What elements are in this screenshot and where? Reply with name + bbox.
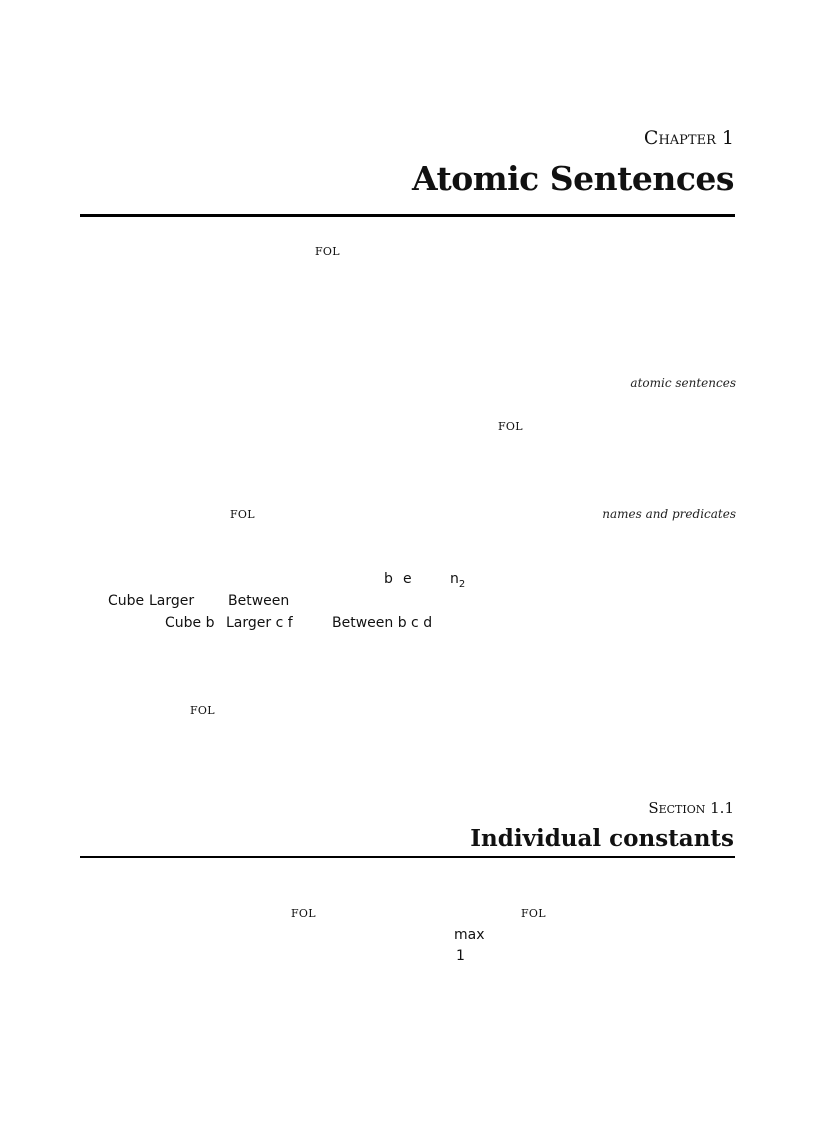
- sentence-between-b-c-d: Between b c d: [332, 615, 433, 631]
- margin-note-names-and-predicates: names and predicates: [602, 507, 736, 521]
- name-e: e: [403, 571, 412, 587]
- fol-mention: FOL: [190, 704, 215, 717]
- chapter-title: Atomic Sentences: [411, 159, 734, 198]
- section-rule: [80, 856, 735, 858]
- name-one: 1: [456, 948, 465, 964]
- name-n: n: [450, 571, 459, 587]
- margin-note-atomic-sentences: atomic sentences: [630, 376, 736, 390]
- section-title: Individual constants: [470, 825, 734, 852]
- name-b: b: [384, 571, 393, 587]
- chapter-rule: [80, 214, 735, 217]
- name-max: max: [454, 927, 485, 943]
- predicate-larger: Larger: [149, 593, 195, 609]
- predicate-between: Between: [228, 593, 290, 609]
- fol-mention: FOL: [521, 907, 546, 920]
- sentence-larger-c-f: Larger c f: [226, 615, 293, 631]
- fol-mention: FOL: [291, 907, 316, 920]
- fol-mention: FOL: [315, 245, 340, 258]
- fol-mention: FOL: [230, 508, 255, 521]
- name-n2: [450, 571, 465, 590]
- chapter-label: Chapter 1: [643, 127, 734, 149]
- name-n-subscript: 2: [458, 578, 466, 590]
- fol-mention: FOL: [498, 420, 523, 433]
- predicate-cube: Cube: [108, 593, 145, 609]
- section-label: Section 1.1: [648, 799, 734, 817]
- sentence-cube-b: Cube b: [165, 615, 215, 631]
